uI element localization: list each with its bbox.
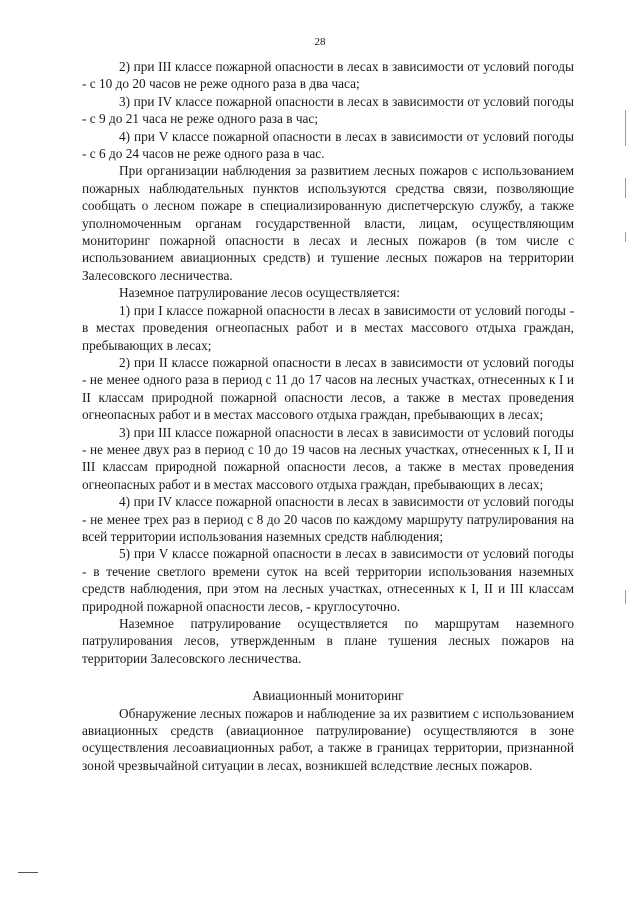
scan-margin-mark bbox=[625, 232, 626, 242]
page-number: 28 bbox=[314, 36, 326, 48]
scan-margin-mark bbox=[625, 590, 626, 604]
paragraph-v-class-ground: 5) при V классе пожарной опасности в лесах в зависимости от условий погоды - в течение светлого времени суток на всей территории использования наземных средств наблюдения, при этом на лесных участках, отнесенных к I, II и III классам природной пожарной опасности лесов, - круглосуточно. bbox=[82, 546, 574, 614]
paragraph-ground-patrol-intro: Наземное патрулирование лесов осуществляется: bbox=[119, 285, 400, 301]
document-body bbox=[82, 58, 574, 774]
paragraph-ground-patrol-routes: Наземное патрулирование осуществляется по маршрутам наземного патрулирования лесов, утвержденным в плане тушения лесных пожаров на территории Залесовского лесничества. bbox=[82, 616, 574, 666]
paragraph-aviation-detection: Обнаружение лесных пожаров и наблюдение за их развитием с использованием авиационных средств (авиационное патрулирование) осуществляются в зоне осуществления лесоавиационных работ, а также в границах территории, признанной зоной чрезвычайной ситуации в лесах, возникшей вследствие лесных пожаров. bbox=[82, 705, 574, 773]
paragraph-iii-class-ground: 3) при III классе пожарной опасности в лесах в зависимости от условий погоды - не менее двух раз в период с 10 до 19 часов на лесных участках, отнесенных к I, II и III классам природной пожарной опасности лесов, а также в местах проведения огнеопасных работ и в местах массового отдыха граждан, пребывающих в лесах; bbox=[82, 424, 574, 492]
paragraph-iii-class-aerial: 2) при III классе пожарной опасности в лесах в зависимости от условий погоды - с 10 до 20 часов не реже одного раза в два часа; bbox=[82, 59, 574, 92]
scan-margin-mark bbox=[625, 110, 626, 146]
paragraph-i-class-ground: 1) при I классе пожарной опасности в лесах в зависимости от условий погоды - в местах проведения огнеопасных работ и в местах массового отдыха граждан, пребывающих в лесах; bbox=[82, 302, 574, 353]
section-heading-aviation: Авиационный мониторинг bbox=[252, 688, 404, 704]
paragraph-v-class-aerial: 4) при V классе пожарной опасности в лесах в зависимости от условий погоды - с 6 до 24 часов не реже одного раза в час. bbox=[82, 128, 574, 162]
scan-margin-mark bbox=[625, 178, 626, 198]
paragraph-iv-class-ground: 4) при IV классе пожарной опасности в лесах в зависимости от условий погоды - не менее трех раз в период с 8 до 20 часов по каждому маршруту патрулирования на всей территории использования наземных средств наблюдения; bbox=[82, 494, 574, 544]
paragraph-ii-class-ground: 2) при II классе пожарной опасности в лесах в зависимости от условий погоды - не менее одного раза в период с 11 до 17 часов на лесных участках, отнесенных к I и II классам природной пожарной опасности лесов, а также в местах проведения огнеопасных работ и в местах массового отдыха граждан, пребывающих в лесах; bbox=[82, 354, 574, 423]
paragraph-observation-points: При организации наблюдения за развитием лесных пожаров с использованием пожарных наблюдательных пунктов используются средства связи, позволяющие сообщать о лесном пожаре в специализированную диспетчерскую службу, а также уполномоченным органам государственной власти, лицам, осуществляющим мониторинг пожарной опасности в лесах и лесных пожаров (в том числе с использованием авиационных средств) и тушение лесных пожаров на территории Залесовского лесничества. bbox=[82, 163, 574, 283]
scan-bottom-mark bbox=[18, 872, 38, 873]
paragraph-iv-class-aerial: 3) при IV классе пожарной опасности в лесах в зависимости от условий погоды - с 9 до 21 часа не реже одного раза в час; bbox=[82, 93, 574, 127]
